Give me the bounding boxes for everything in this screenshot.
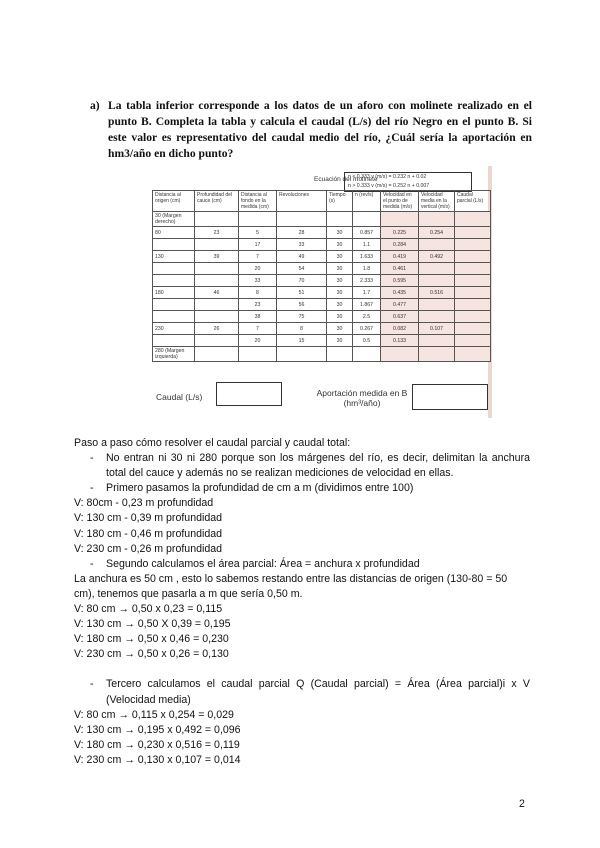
table-cell: 39	[195, 251, 239, 263]
table-cell: 0.254	[419, 227, 455, 239]
table-cell: 0.284	[381, 239, 419, 251]
table-row	[153, 287, 491, 299]
header-cell: Tiempo (s)	[327, 191, 353, 212]
solution-block	[74, 436, 530, 768]
aportacion-unit: (hm³/año)	[343, 398, 381, 408]
table-cell: 0.637	[381, 311, 419, 323]
depth-line: V: 80cm - 0,23 m profundidad	[74, 497, 214, 510]
table-cell: 1.867	[353, 299, 381, 311]
equation-label: Ecuación del molinete	[314, 176, 378, 183]
table-cell: 49	[277, 251, 327, 263]
table-cell	[455, 275, 491, 287]
table-row	[153, 299, 491, 311]
table-cell: 0.477	[381, 299, 419, 311]
table-cell	[419, 311, 455, 323]
table-cell	[455, 287, 491, 299]
aportacion-label	[303, 388, 421, 408]
table-cell	[419, 263, 455, 275]
table-cell	[195, 212, 239, 227]
table-cell: 26	[195, 323, 239, 335]
table-cell	[419, 347, 455, 362]
table-cell: 23	[195, 227, 239, 239]
table-cell	[455, 335, 491, 347]
table-cell: 15	[277, 335, 327, 347]
header-cell: Caudal parcial (L/s)	[455, 191, 491, 212]
table-cell	[195, 263, 239, 275]
bullet-item	[74, 451, 530, 481]
table-cell: 33	[277, 239, 327, 251]
table-cell	[277, 212, 327, 227]
area-line: V: 180 cm → 0,50 x 0,46 = 0,230	[74, 633, 229, 646]
depth-line: V: 180 cm - 0,46 m profundidad	[74, 527, 223, 540]
table-cell: 0.461	[381, 263, 419, 275]
scanned-table-image	[146, 166, 492, 418]
table-cell: 0.225	[381, 227, 419, 239]
table-cell: 75	[277, 311, 327, 323]
bullet-dash: -	[90, 452, 94, 465]
table-cell: 0.516	[419, 287, 455, 299]
equation-line: n > 0.333 v (m/s) = 0.252 n + 0.007	[348, 183, 430, 189]
table-cell: 70	[277, 275, 327, 287]
table-cell	[153, 263, 195, 275]
table-row	[153, 227, 491, 239]
table-cell: 30	[327, 299, 353, 311]
depth-line: V: 130 cm - 0,39 m profundidad	[74, 512, 223, 525]
table-cell: 51	[277, 287, 327, 299]
table-cell	[195, 311, 239, 323]
header-cell: Revoluciones	[277, 191, 327, 212]
caudal-label: Caudal (L/s)	[156, 392, 203, 402]
table-cell: 1.633	[353, 251, 381, 263]
table-cell	[353, 347, 381, 362]
table-cell	[353, 212, 381, 227]
table-cell: 23	[239, 299, 277, 311]
bullet-dash: -	[90, 482, 94, 495]
table-cell	[195, 275, 239, 287]
table-header-row	[153, 191, 491, 212]
table-cell	[455, 323, 491, 335]
bullet-text: Primero pasamos la profundidad de cm a m (dividimos entre 100)	[106, 482, 414, 495]
table-cell: 30	[327, 335, 353, 347]
table-cell	[455, 311, 491, 323]
table-row	[153, 335, 491, 347]
table-cell	[239, 212, 277, 227]
table-cell: 2.5	[353, 311, 381, 323]
table-cell: 80	[153, 227, 195, 239]
table-cell: 30	[327, 227, 353, 239]
table-cell: 17	[239, 239, 277, 251]
width-note: La anchura es 50 cm , esto lo sabemos restando entre las distancias de origen (130-80 = 50 cm), tenemos que pasarla a m que sería 0,50 m.	[74, 572, 508, 600]
table-body	[153, 212, 491, 362]
aportacion-label-line: Aportación medida en B	[316, 388, 408, 398]
gauging-table	[152, 190, 491, 362]
table-cell	[455, 227, 491, 239]
table-cell: 130	[153, 251, 195, 263]
equation-box	[344, 172, 472, 192]
header-cell: Velocidad media en la vertical (m/s)	[419, 191, 455, 212]
table-cell	[455, 263, 491, 275]
table-cell	[153, 299, 195, 311]
table-row	[153, 311, 491, 323]
header-cell: Distancia al fondo en la medida (cm)	[239, 191, 277, 212]
table-cell	[327, 347, 353, 362]
table-cell: 1.8	[353, 263, 381, 275]
table-cell	[277, 347, 327, 362]
table-cell: 230	[153, 323, 195, 335]
table-cell: 30	[327, 311, 353, 323]
table-cell	[455, 212, 491, 227]
header-cell: Velocidad en el punto de medida (m/s)	[381, 191, 419, 212]
table-cell	[153, 311, 195, 323]
table-cell: 2.333	[353, 275, 381, 287]
table-cell: 0.492	[419, 251, 455, 263]
header-cell: Profundidad del cauce (cm)	[195, 191, 239, 212]
header-cell: Distancia al origen (cm)	[153, 191, 195, 212]
question-label: a)	[90, 99, 100, 112]
table-cell: 30	[327, 275, 353, 287]
bullet-item	[74, 677, 530, 707]
table-cell: 30	[327, 239, 353, 251]
table-cell: 0.595	[381, 275, 419, 287]
caudal-answer-box	[216, 382, 282, 406]
table-cell: 8	[239, 287, 277, 299]
table-row	[153, 323, 491, 335]
table-cell: 1.7	[353, 287, 381, 299]
table-cell: 30	[327, 323, 353, 335]
table-row	[153, 251, 491, 263]
table-cell	[195, 335, 239, 347]
table-cell: 0.5	[353, 335, 381, 347]
table-cell	[195, 239, 239, 251]
table-cell: 0.267	[353, 323, 381, 335]
bullet-text: Segundo calculamos el área parcial: Área = anchura x profundidad	[106, 557, 420, 570]
table-cell	[153, 239, 195, 251]
table-row	[153, 212, 491, 227]
table-cell: 30	[327, 251, 353, 263]
table-row	[153, 347, 491, 362]
bullet-dash: -	[90, 678, 94, 691]
aportacion-answer-box	[412, 384, 488, 410]
depth-line: V: 230 cm - 0,26 m profundidad	[74, 542, 223, 555]
table-cell: 54	[277, 263, 327, 275]
table-cell: 0.419	[381, 251, 419, 263]
table-cell: 0.133	[381, 335, 419, 347]
table-cell	[153, 275, 195, 287]
spacer	[74, 662, 530, 677]
table-cell: 46	[195, 287, 239, 299]
table-cell	[455, 239, 491, 251]
question-block	[92, 98, 532, 162]
table-footer	[146, 376, 488, 418]
table-row	[153, 275, 491, 287]
flow-line: V: 180 cm → 0,230 x 0,516 = 0,119	[74, 738, 240, 751]
table-cell: 33	[239, 275, 277, 287]
table-cell	[419, 275, 455, 287]
table-cell: 5	[239, 227, 277, 239]
table-cell: 30	[327, 287, 353, 299]
table-cell: 0.082	[381, 323, 419, 335]
table-cell: 20	[239, 335, 277, 347]
table-cell: 30 (Margen derecho)	[153, 212, 195, 227]
question-text: La tabla inferior corresponde a los datos de un aforo con molinete realizado en el punto B. Completa la tabla y calcula el caudal (L/s) del río Negro en el punto B. Si este valor es representativo del caudal medio del río, ¿Cuál sería la aportación en hm3/año en dicho punto?	[108, 99, 532, 160]
table-cell: 20	[239, 263, 277, 275]
bullet-item	[74, 557, 530, 572]
table-cell: 0.107	[419, 323, 455, 335]
solution-intro: Paso a paso cómo resolver el caudal parcial y caudal total:	[74, 437, 351, 449]
area-line: V: 80 cm → 0,50 x 0,23 = 0,115	[74, 603, 223, 616]
table-cell: 56	[277, 299, 327, 311]
table-cell: 8	[277, 323, 327, 335]
table-cell	[153, 335, 195, 347]
table-cell: 30	[327, 263, 353, 275]
flow-line: V: 80 cm → 0,115 x 0,254 = 0,029	[74, 708, 234, 721]
table-cell	[195, 299, 239, 311]
page-number: 2	[519, 798, 525, 810]
table-row	[153, 263, 491, 275]
table-cell	[419, 239, 455, 251]
table-cell	[455, 347, 491, 362]
table-cell	[327, 212, 353, 227]
table-cell	[419, 335, 455, 347]
flow-line: V: 230 cm → 0,130 x 0,107 = 0,014	[74, 753, 241, 766]
table-cell: 28	[277, 227, 327, 239]
table-cell	[419, 299, 455, 311]
table-row	[153, 239, 491, 251]
table-cell	[195, 347, 239, 362]
bullet-text: Tercero calculamos el caudal parcial Q (Caudal parcial) = Área (Área parcial)i x V (Velocidad media)	[106, 678, 530, 706]
table-cell: 0.435	[381, 287, 419, 299]
bullet-text: No entran ni 30 ni 280 porque son los márgenes del río, es decir, delimitan la anchura total del cauce y además no se realizan mediciones de velocidad en ellas.	[106, 452, 530, 480]
area-line: V: 130 cm → 0,50 X 0,39 = 0,195	[74, 618, 231, 631]
header-cell: n (rev/s)	[353, 191, 381, 212]
bullet-item	[74, 481, 530, 496]
table-cell: 1.1	[353, 239, 381, 251]
area-line: V: 230 cm → 0,50 x 0,26 = 0,130	[74, 648, 229, 661]
table-cell	[419, 212, 455, 227]
table-cell: 7	[239, 323, 277, 335]
table-cell	[381, 347, 419, 362]
bullet-dash: -	[90, 557, 94, 570]
table-cell: 38	[239, 311, 277, 323]
table-cell	[455, 299, 491, 311]
flow-line: V: 130 cm → 0,195 x 0,492 = 0,096	[74, 723, 241, 736]
table-cell	[239, 347, 277, 362]
equation-line: n < 0.333 v (m/s) = 0.232 n + 0.02	[348, 174, 427, 180]
table-cell	[455, 251, 491, 263]
table-cell: 7	[239, 251, 277, 263]
table-cell	[381, 212, 419, 227]
table-cell: 280 (Margen izquierda)	[153, 347, 195, 362]
table-cell: 0.857	[353, 227, 381, 239]
table-cell: 180	[153, 287, 195, 299]
